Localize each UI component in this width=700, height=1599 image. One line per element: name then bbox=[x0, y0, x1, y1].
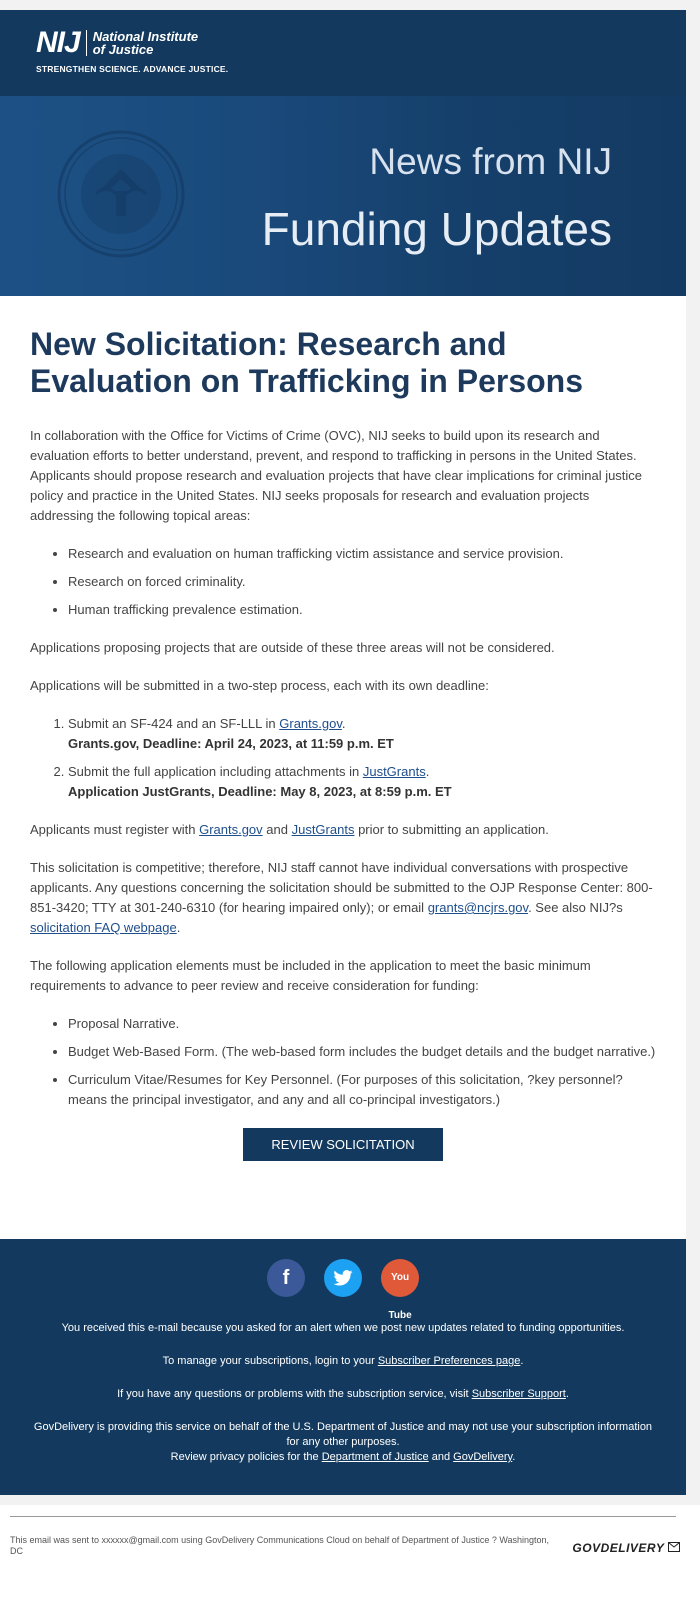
article-title: New Solicitation: Research and Evaluation on Trafficking in Persons bbox=[30, 326, 583, 399]
envelope-icon bbox=[668, 1542, 680, 1552]
step1-deadline: : April 24, 2023, at 11:59 p.m. ET bbox=[197, 736, 394, 751]
bottom-info bbox=[0, 1505, 700, 1599]
email-link[interactable]: grants@ncjrs.gov bbox=[427, 900, 529, 915]
list-item: • Proposal Narrative. bbox=[68, 1014, 656, 1034]
register-justgrants-link[interactable]: JustGrants bbox=[291, 822, 355, 837]
elements-list bbox=[68, 1014, 656, 1110]
nij-logo[interactable] bbox=[36, 28, 228, 74]
doj-privacy-link[interactable]: Department of Justice bbox=[321, 1451, 429, 1463]
register-grants-gov-link[interactable]: Grants.gov bbox=[199, 822, 263, 837]
twitter-bird-icon bbox=[333, 1270, 353, 1286]
youtube-icon[interactable]: You Tube bbox=[381, 1259, 419, 1297]
process-intro: Applications will be submitted in a two-step process, each with its own deadline: bbox=[30, 678, 489, 693]
list-item: • Budget Web-Based Form. (The web-based form includes the budget details and the budget narrative.) bbox=[68, 1042, 656, 1062]
social-links bbox=[30, 1259, 656, 1321]
competitive-paragraph: This solicitation is competitive; therefore, NIJ staff cannot have individual conversations with prospective applicants. Any questions concerning the solicitation should be submitted to the OJP Response Center: 800-851-3420; TTY at 301-240-6310 (for hearing impaired only); or email grants@ncjrs.gov. See also NIJ?s solicitation FAQ webpage. bbox=[30, 860, 653, 935]
banner bbox=[0, 96, 686, 296]
govdelivery-logo[interactable]: GOVDELIVERY bbox=[572, 1541, 680, 1555]
elements-intro: The following application elements must be included in the application to meet the basic minimum requirements to advance to peer review and receive consideration for funding: bbox=[30, 958, 591, 993]
nij-tagline: STRENGTHEN SCIENCE. ADVANCE JUSTICE. bbox=[36, 64, 229, 74]
outside-note: Applications proposing projects that are outside of these three areas will not be considered. bbox=[30, 640, 555, 655]
email-body bbox=[0, 10, 686, 1495]
step-item: 1. Submit an SF-424 and an SF-LLL in Grants.gov. Grants.gov, Deadline: April 24, 2023, at 11:59 p.m. ET bbox=[68, 714, 656, 754]
review-solicitation-button[interactable]: REVIEW SOLICITATION bbox=[243, 1128, 443, 1161]
faq-link[interactable]: solicitation FAQ webpage bbox=[30, 920, 177, 935]
subscriber-preferences-link[interactable]: Subscriber Preferences page bbox=[377, 1355, 521, 1367]
list-item: • Curriculum Vitae/Resumes for Key Personnel. (For purposes of this solicitation, ?key personnel? means the principal investigator, and any and all co-principal investigators.) bbox=[68, 1070, 656, 1110]
divider bbox=[10, 1516, 676, 1517]
footer-manage: To manage your subscriptions, login to your Subscriber Preferences page. bbox=[162, 1355, 524, 1367]
footer-govdelivery: GovDelivery is providing this service on behalf of the U.S. Department of Justice and may not use your subscription information for any other purposes. Review privacy policies for the Department of Justice and GovDelivery. bbox=[33, 1421, 653, 1463]
intro-paragraph: In collaboration with the Office for Victims of Crime (OVC), NIJ seeks to build upon its research and evaluation efforts to better understand, prevent, and respond to trafficking in persons in the United States. Applicants should propose research and evaluation projects that have clear implications for criminal justice policy and practice in the United States. NIJ seeks proposals for research and evaluation projects addressing the following topical areas: bbox=[30, 428, 643, 523]
list-item: • Human trafficking prevalence estimation. bbox=[68, 600, 656, 620]
doj-seal-icon bbox=[56, 129, 186, 259]
article-content bbox=[0, 296, 686, 1209]
step-item: 2. Submit the full application including attachments in JustGrants. Application JustGrants, Deadline: May 8, 2023, at 8:59 p.m. ET bbox=[68, 762, 656, 802]
footer-reason: You received this e-mail because you asked for an alert when we post new updates related to funding opportunities. bbox=[61, 1322, 625, 1334]
topics-list bbox=[68, 544, 656, 620]
list-item: • Research and evaluation on human trafficking victim assistance and service provision. bbox=[68, 544, 656, 564]
step2-deadline: Application JustGrants, Deadline: May 8, 2023, at 8:59 p.m. ET bbox=[68, 784, 452, 799]
register-paragraph: Applicants must register with Grants.gov and JustGrants prior to submitting an application. bbox=[30, 822, 549, 837]
grants-gov-link[interactable]: Grants.gov bbox=[279, 716, 342, 731]
subscriber-support-link[interactable]: Subscriber Support bbox=[471, 1388, 566, 1400]
header-bar bbox=[0, 10, 686, 96]
facebook-icon[interactable]: f bbox=[267, 1259, 305, 1297]
govdelivery-privacy-link[interactable]: GovDelivery bbox=[453, 1451, 513, 1463]
list-item: • Research on forced criminality. bbox=[68, 572, 656, 592]
banner-title-line2: Funding Updates bbox=[261, 203, 612, 255]
footer-support: If you have any questions or problems with the subscription service, visit Subscriber Support. bbox=[117, 1388, 569, 1400]
step1-deadline-label: Grants.gov, Deadline bbox=[68, 736, 198, 751]
nij-logo-mark: NIJ bbox=[36, 26, 80, 59]
nij-logo-name: National Institute of Justice bbox=[92, 29, 199, 57]
justgrants-link[interactable]: JustGrants bbox=[362, 764, 426, 779]
cta-wrapper bbox=[30, 1128, 656, 1161]
footer bbox=[0, 1239, 686, 1495]
twitter-icon[interactable] bbox=[324, 1259, 362, 1297]
banner-title-line1: News from NIJ bbox=[369, 141, 612, 182]
sent-to-text: This email was sent to xxxxxx@gmail.com using GovDelivery Communications Cloud on behalf of Department of Justice ? Washington, DC bbox=[10, 1535, 550, 1556]
steps-list bbox=[68, 714, 656, 802]
